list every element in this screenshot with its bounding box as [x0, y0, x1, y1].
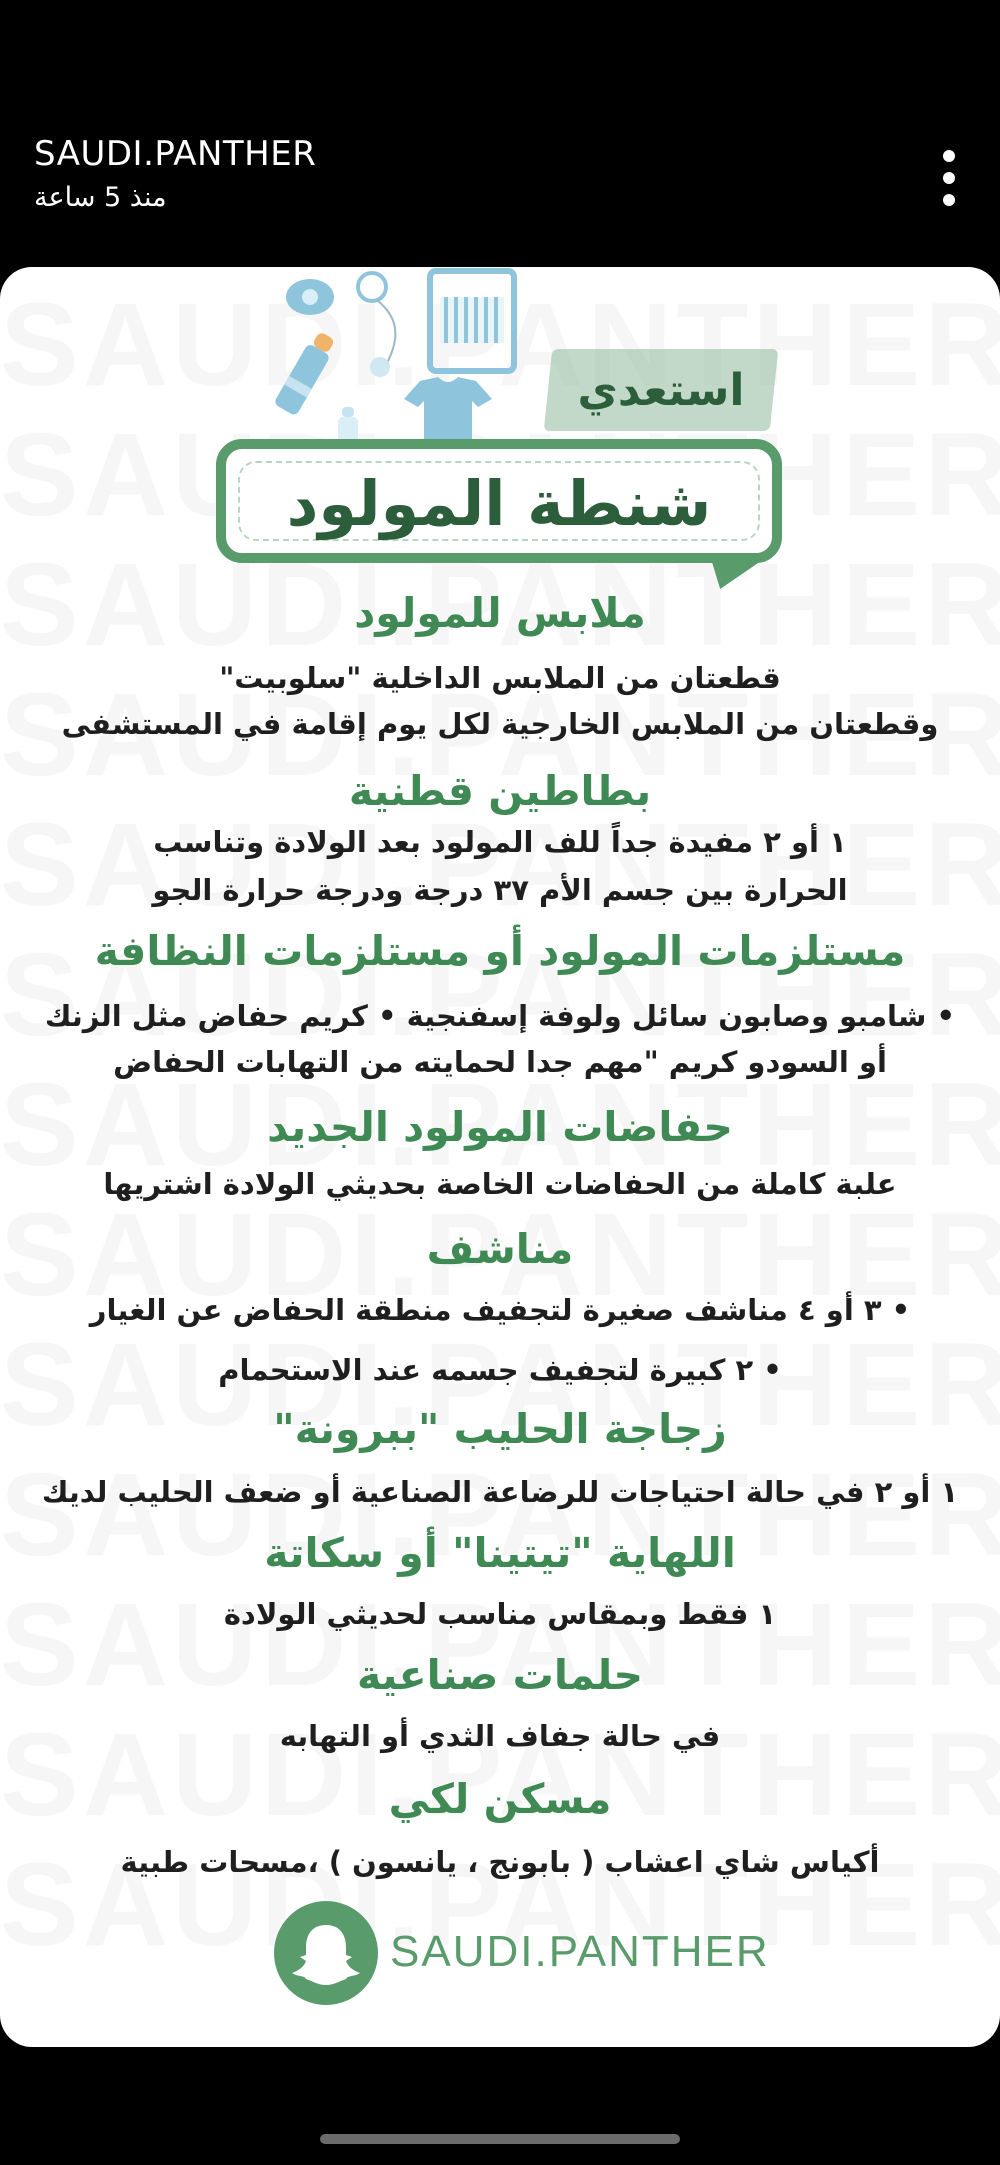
- section-clothes: [0, 589, 1000, 637]
- section-heading: حفاضات المولود الجديد: [267, 1103, 733, 1151]
- rattle-icon: [350, 267, 420, 387]
- snapchat-ghost-icon: [274, 1901, 378, 2005]
- section-line: علبة كاملة من الحفاضات الخاصة بحديثي الولادة اشتريها: [103, 1167, 897, 1201]
- story-image: [0, 267, 1000, 2047]
- section-heading: مستلزمات المولود أو مستلزمات النظافة: [94, 927, 906, 975]
- section-painkiller: [0, 1775, 1000, 1823]
- section-pacifier: [0, 1529, 1000, 1577]
- crib-icon: [424, 267, 520, 377]
- section-blankets: [0, 767, 1000, 815]
- section-line: • شامبو وصابون سائل ولوفة إسفنجية • كريم حفاض مثل الزنك: [44, 999, 956, 1033]
- post-timestamp: منذ 5 ساعة: [34, 182, 167, 213]
- section-line: • ٣ أو ٤ مناشف صغيرة لتجفيف منطقة الحفاض عن الغيار: [89, 1293, 911, 1327]
- section-hygiene: [0, 927, 1000, 975]
- section-diapers: [0, 1103, 1000, 1151]
- section-heading: حلمات صناعية: [357, 1651, 643, 1699]
- home-indicator[interactable]: [320, 2134, 680, 2144]
- more-vertical-icon[interactable]: [936, 150, 962, 206]
- section-line: الحرارة بين جسم الأم ٣٧ درجة ودرجة حرارة الجو: [152, 873, 848, 907]
- section-line: في حالة جفاف الثدي أو التهابه: [279, 1719, 721, 1753]
- section-heading: اللهاية "تيتينا" أو سكاتة: [264, 1529, 736, 1577]
- section-heading: زجاجة الحليب "ببرونة": [273, 1405, 727, 1453]
- section-heading: مناشف: [426, 1225, 574, 1273]
- section-bottle: [0, 1405, 1000, 1453]
- title-frame: [216, 439, 782, 563]
- section-line: • ٢ كبيرة لتجفيف جسمه عند الاستحمام: [218, 1353, 782, 1387]
- username[interactable]: SAUDI.PANTHER: [34, 134, 317, 174]
- section-line: وقطعتان من الملابس الخارجية لكل يوم إقامة في المستشفى: [61, 707, 939, 741]
- section-line: ١ أو ٢ مفيدة جداً للف المولود بعد الولادة وتناسب: [153, 825, 847, 859]
- section-line: قطعتان من الملابس الداخلية "سلوبيت": [219, 661, 781, 695]
- section-heading: مسكن لكي: [388, 1775, 612, 1823]
- onesie-icon: [400, 375, 496, 445]
- section-line: ١ أو ٢ في حالة احتياجات للرضاعة الصناعية أو ضعف الحليب لديك: [41, 1475, 959, 1509]
- section-heading: ملابس للمولود: [354, 589, 646, 637]
- page-title: شنطة المولود: [286, 467, 712, 540]
- pacifier-icon: [280, 273, 340, 323]
- section-line: أو السودو كريم "مهم جدا لحمايته من التهابات الحفاض: [113, 1045, 887, 1079]
- section-nipples: [0, 1651, 1000, 1699]
- banner-label: استعدي: [577, 365, 745, 416]
- section-line: أكياس شاي اعشاب ( بابونج ، يانسون ) ،مسحات طبية: [120, 1845, 880, 1879]
- story-header: [0, 0, 1000, 265]
- footer-handle: SAUDI.PANTHER: [390, 1927, 770, 1976]
- section-towels: [0, 1225, 1000, 1273]
- baby-bottle-icon: [268, 323, 338, 433]
- section-line: ١ فقط وبمقاس مناسب لحديثي الولادة: [223, 1597, 777, 1631]
- section-heading: بطاطين قطنية: [348, 767, 652, 815]
